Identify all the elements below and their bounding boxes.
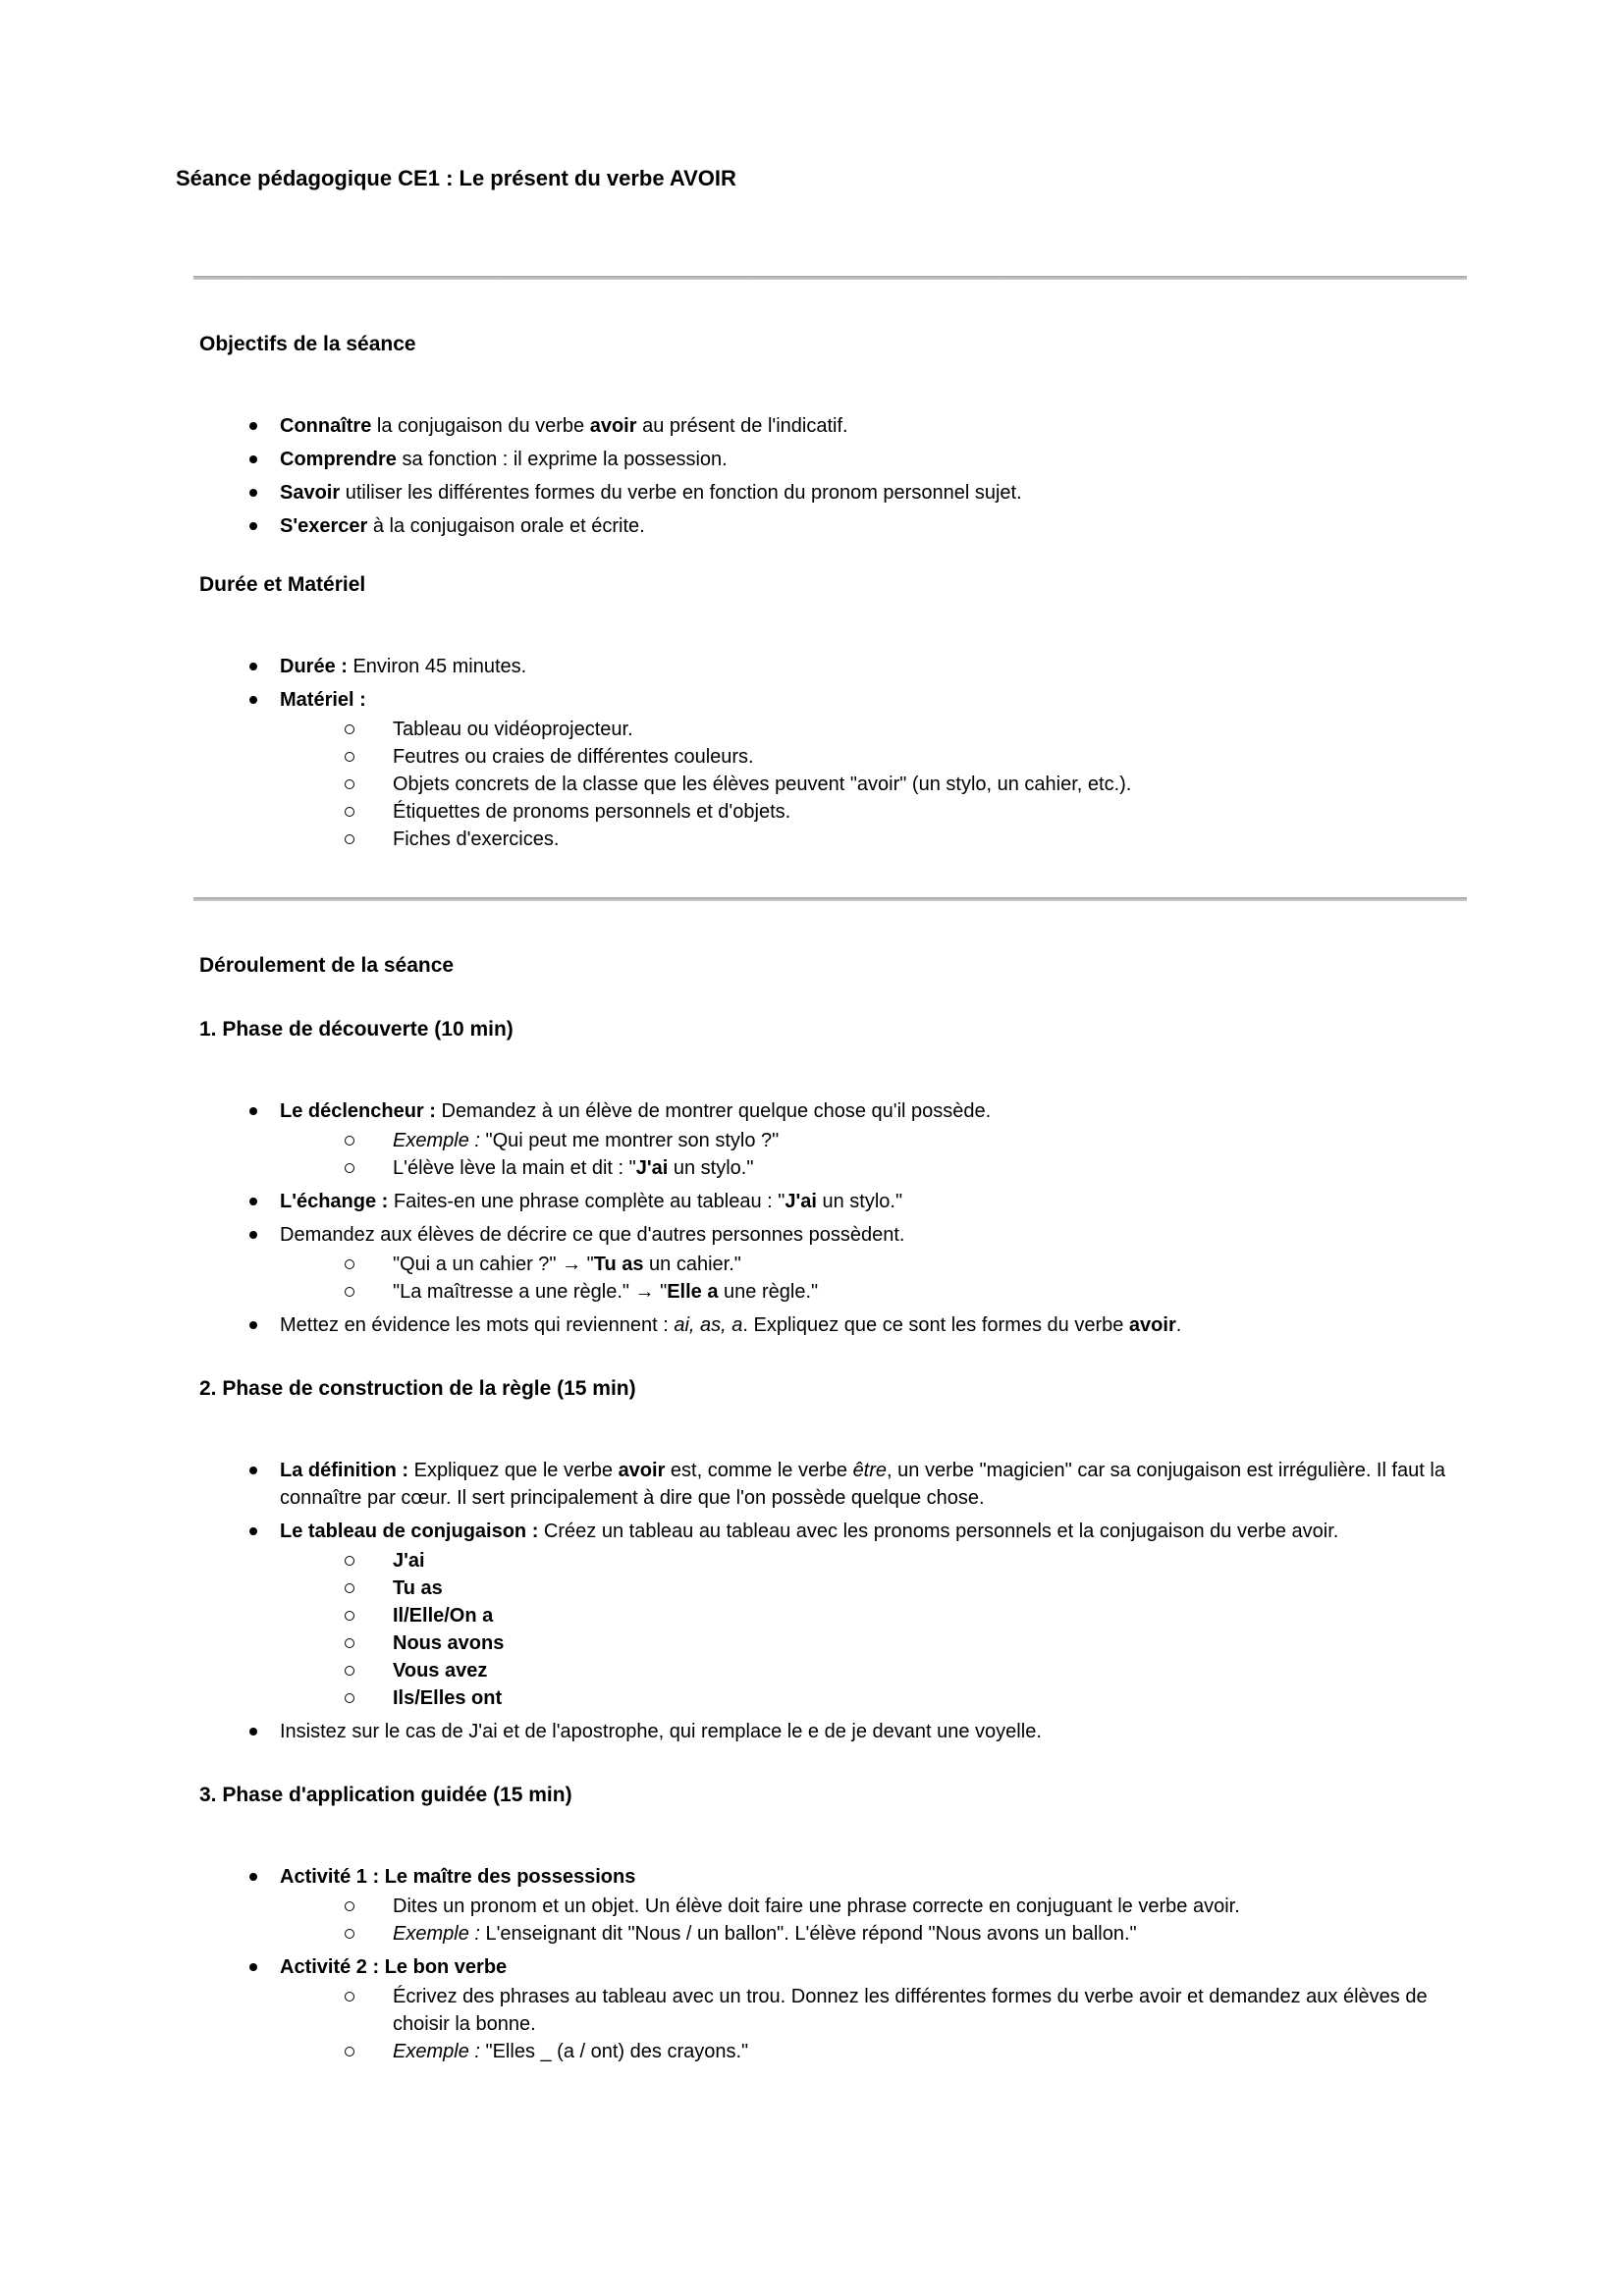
list-item (393, 1983, 1468, 2038)
list-item (280, 412, 1468, 440)
list-item (393, 1278, 1468, 1306)
bullet-icon (249, 1728, 257, 1735)
list-item (393, 1629, 1468, 1657)
heading-phase-3: 3. Phase d'application guidée (15 min) (199, 1784, 572, 1806)
list-item-text: Le tableau de conjugaison : Créez un tableau au tableau avec les pronoms personnels et la conjugaison du verbe avoir. (280, 1521, 1339, 1542)
list-item-text: Durée : Environ 45 minutes. (280, 656, 527, 677)
bullet-icon (249, 1231, 257, 1239)
list-item (280, 512, 1468, 540)
bullet-icon (249, 1467, 257, 1474)
bullet-icon (249, 1963, 257, 1971)
heading-deroulement: Déroulement de la séance (199, 954, 455, 977)
list-item-text: Activité 2 : Le bon verbe (280, 1956, 508, 1978)
list-item (280, 1518, 1468, 1712)
circle-bullet-icon (345, 1666, 354, 1676)
list-item-text: Dites un pronom et un objet. Un élève doit faire une phrase correcte en conjuguant le verbe avoir. (393, 1896, 1240, 1917)
circle-bullet-icon (345, 807, 354, 817)
list-item-text: Tableau ou vidéoprojecteur. (393, 719, 633, 740)
bullet-icon (249, 1107, 257, 1115)
list-item (393, 1657, 1468, 1684)
list-item-text: Demandez aux élèves de décrire ce que d'autres personnes possèdent. (280, 1224, 905, 1246)
list-item (280, 1188, 1468, 1215)
document-content (176, 165, 1468, 2065)
list-item (280, 1718, 1468, 1745)
duree-materiel-list (199, 653, 1468, 853)
list-item (393, 1920, 1468, 1948)
list-item (393, 798, 1468, 826)
list-item (280, 1953, 1468, 2065)
list-item-text: L'échange : Faites-en une phrase complète au tableau : "J'ai un stylo." (280, 1191, 903, 1212)
circle-bullet-icon (345, 2047, 354, 2056)
circle-bullet-icon (345, 1556, 354, 1566)
list-item (280, 653, 1468, 680)
circle-bullet-icon (345, 834, 354, 844)
bullet-icon (249, 663, 257, 670)
circle-bullet-icon (345, 724, 354, 734)
bullet-icon (249, 1527, 257, 1535)
list-item-text: S'exercer à la conjugaison orale et écrite. (280, 515, 645, 537)
sublist (280, 1127, 1468, 1182)
sublist (280, 1893, 1468, 1948)
section-divider (193, 897, 1467, 901)
materiel-sublist (280, 716, 1468, 853)
list-item-text: Exemple : "Qui peut me montrer son stylo ?" (393, 1130, 780, 1151)
list-item (393, 1127, 1468, 1154)
list-item-text: Activité 1 : Le maître des possessions (280, 1866, 636, 1888)
bullet-icon (249, 1873, 257, 1881)
list-item (280, 1097, 1468, 1182)
heading-duree-materiel: Durée et Matériel (199, 573, 366, 596)
bullet-icon (249, 1321, 257, 1329)
circle-bullet-icon (345, 1929, 354, 1939)
phase-3-list (199, 1863, 1468, 2065)
bullet-icon (249, 455, 257, 463)
list-item-text: Il/Elle/On a (393, 1605, 494, 1627)
objectifs-list (199, 412, 1468, 540)
list-item (393, 826, 1468, 853)
list-item-text: Objets concrets de la classe que les élèves peuvent "avoir" (un stylo, un cahier, etc.). (393, 774, 1132, 795)
list-item-text: Fiches d'exercices. (393, 828, 560, 850)
list-item-text: Comprendre sa fonction : il exprime la possession. (280, 449, 728, 470)
list-item-text: Tu as (393, 1577, 443, 1599)
circle-bullet-icon (345, 1638, 354, 1648)
list-item (280, 1863, 1468, 1948)
list-item (393, 743, 1468, 771)
list-item (393, 716, 1468, 743)
list-item (393, 1684, 1468, 1712)
sublist (280, 1251, 1468, 1306)
list-item (280, 686, 1468, 853)
page-title: Séance pédagogique CE1 : Le présent du verbe AVOIR (176, 166, 736, 190)
circle-bullet-icon (345, 1992, 354, 2002)
list-item-text: Connaître la conjugaison du verbe avoir au présent de l'indicatif. (280, 415, 848, 437)
list-item-text: Nous avons (393, 1632, 505, 1654)
list-item-text: Exemple : L'enseignant dit "Nous / un ballon". L'élève répond "Nous avons un ballon." (393, 1923, 1137, 1945)
heading-phase-1: 1. Phase de découverte (10 min) (199, 1018, 514, 1041)
list-item-text: Mettez en évidence les mots qui reviennent : ai, as, a. Expliquez que ce sont les formes du verbe avoir. (280, 1314, 1182, 1336)
list-item-text: La définition : Expliquez que le verbe avoir est, comme le verbe être, un verbe "magicien" car sa conjugaison est irrégulière. Il faut la connaître par cœur. Il sert principalement à dire que l'on possède quelque chose. (280, 1460, 1445, 1509)
heading-objectifs: Objectifs de la séance (199, 333, 416, 355)
list-item-text: Feutres ou craies de différentes couleurs. (393, 746, 754, 768)
list-item (393, 2038, 1468, 2065)
list-item (393, 1602, 1468, 1629)
list-item-text: Vous avez (393, 1660, 488, 1682)
list-item (393, 1547, 1468, 1575)
list-item-text: "La maîtresse a une règle." → "Elle a une règle." (393, 1281, 819, 1303)
list-item (393, 771, 1468, 798)
heading-phase-2: 2. Phase de construction de la règle (15 min) (199, 1377, 636, 1400)
list-item (393, 1893, 1468, 1920)
list-item-text: "Qui a un cahier ?" → "Tu as un cahier." (393, 1254, 741, 1275)
list-item (280, 446, 1468, 473)
list-item-text: Insistez sur le cas de J'ai et de l'apostrophe, qui remplace le e de je devant une voyelle. (280, 1721, 1042, 1742)
circle-bullet-icon (345, 1136, 354, 1146)
list-item (280, 1311, 1468, 1339)
section-divider (193, 276, 1467, 280)
list-item (393, 1575, 1468, 1602)
list-item-text: Savoir utiliser les différentes formes du verbe en fonction du pronom personnel sujet. (280, 482, 1022, 504)
list-item-text: Écrivez des phrases au tableau avec un trou. Donnez les différentes formes du verbe avoir et demandez aux élèves de choisir la bonne. (393, 1986, 1428, 2035)
circle-bullet-icon (345, 1583, 354, 1593)
circle-bullet-icon (345, 1259, 354, 1269)
circle-bullet-icon (345, 1611, 354, 1621)
list-item (280, 1457, 1468, 1512)
list-item (280, 479, 1468, 507)
circle-bullet-icon (345, 752, 354, 762)
bullet-icon (249, 522, 257, 530)
list-item (280, 1221, 1468, 1306)
list-item-text: Étiquettes de pronoms personnels et d'objets. (393, 801, 791, 823)
bullet-icon (249, 422, 257, 430)
list-item-text: Matériel : (280, 689, 366, 711)
list-item (393, 1251, 1468, 1278)
list-item-text: Ils/Elles ont (393, 1687, 503, 1709)
phase-2-list (199, 1457, 1468, 1745)
list-item-text: Le déclencheur : Demandez à un élève de montrer quelque chose qu'il possède. (280, 1100, 992, 1122)
phase-1-list (199, 1097, 1468, 1339)
circle-bullet-icon (345, 1287, 354, 1297)
conjugaison-sublist (280, 1547, 1468, 1712)
list-item (393, 1154, 1468, 1182)
list-item-text: Exemple : "Elles _ (a / ont) des crayons." (393, 2041, 749, 2062)
bullet-icon (249, 1198, 257, 1205)
list-item-text: L'élève lève la main et dit : "J'ai un stylo." (393, 1157, 754, 1179)
bullet-icon (249, 696, 257, 704)
bullet-icon (249, 489, 257, 497)
circle-bullet-icon (345, 1693, 354, 1703)
list-item-text: J'ai (393, 1550, 425, 1572)
circle-bullet-icon (345, 779, 354, 789)
circle-bullet-icon (345, 1163, 354, 1173)
circle-bullet-icon (345, 1901, 354, 1911)
sublist (280, 1983, 1468, 2065)
